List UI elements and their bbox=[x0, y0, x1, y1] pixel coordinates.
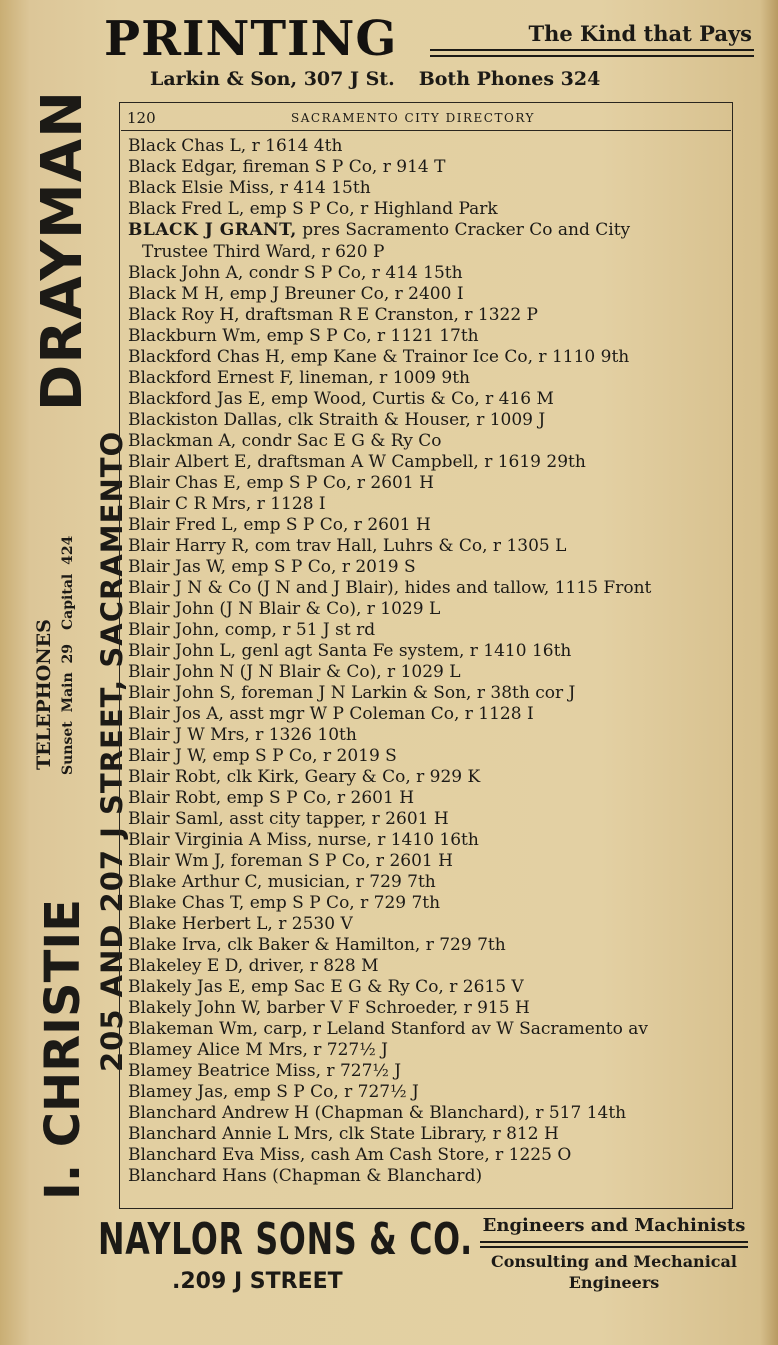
printing-ad-address: Larkin & Son, 307 J St. bbox=[150, 68, 395, 90]
drayman-ad-phone-sunset: Sunset Main 29 bbox=[60, 643, 76, 775]
list-item: Black M H, emp J Breuner Co, r 2400 I bbox=[128, 284, 464, 304]
naylor-ad-name: NAYLOR SONS & CO. bbox=[98, 1214, 473, 1265]
naylor-ad-street: .209 J STREET bbox=[172, 1269, 343, 1294]
list-item: Blackiston Dallas, clk Straith & Houser, r 1009 J bbox=[128, 410, 546, 430]
list-item: Blair Robt, clk Kirk, Geary & Co, r 929 K bbox=[128, 767, 481, 787]
list-item: Blackford Ernest F, lineman, r 1009 9th bbox=[128, 368, 470, 388]
list-item: Blackford Chas H, emp Kane & Trainor Ice Co, r 1110 9th bbox=[128, 347, 630, 367]
list-item: Blanchard Hans (Chapman & Blanchard) bbox=[128, 1166, 483, 1186]
featured-name: BLACK J GRANT, bbox=[128, 220, 297, 240]
naylor-ad-line2: Consulting and Mechanical bbox=[491, 1252, 737, 1271]
list-item: Blakely John W, barber V F Schroeder, r 915 H bbox=[128, 998, 530, 1018]
list-item: Blair Jos A, asst mgr W P Coleman Co, r 1128 I bbox=[128, 704, 534, 724]
list-item: Blair John, comp, r 51 J st rd bbox=[128, 620, 376, 640]
page-number: 120 bbox=[127, 109, 156, 127]
list-item: Blair C R Mrs, r 1128 I bbox=[128, 494, 326, 514]
list-item: Black Roy H, draftsman R E Cranston, r 1322 P bbox=[128, 305, 538, 325]
list-item-featured-continued: Trustee Third Ward, r 620 P bbox=[142, 242, 385, 262]
list-item: Blackford Jas E, emp Wood, Curtis & Co, r 416 M bbox=[128, 389, 554, 409]
ad-rule bbox=[430, 55, 754, 57]
ad-rule bbox=[480, 1241, 748, 1243]
drayman-ad-proprietor: I. CHRISTIE bbox=[35, 899, 91, 1200]
list-item: Black Elsie Miss, r 414 15th bbox=[128, 178, 371, 198]
list-item: Blair John S, foreman J N Larkin & Son, r 38th cor J bbox=[128, 683, 576, 703]
list-item: Blake Chas T, emp S P Co, r 729 7th bbox=[128, 893, 441, 913]
naylor-ad-line3: Engineers bbox=[568, 1273, 660, 1292]
printing-ad-phones: Both Phones 324 bbox=[418, 68, 601, 90]
list-item: Black Chas L, r 1614 4th bbox=[128, 136, 343, 156]
list-item: Blakeman Wm, carp, r Leland Stanford av W Sacramento av bbox=[128, 1019, 649, 1039]
list-item: Blakely Jas E, emp Sac E G & Ry Co, r 2615 V bbox=[128, 977, 524, 997]
list-item: Blair Chas E, emp S P Co, r 2601 H bbox=[128, 473, 434, 493]
list-item: Blair Robt, emp S P Co, r 2601 H bbox=[128, 788, 415, 808]
drayman-ad-telephones-label: TELEPHONES bbox=[33, 619, 55, 770]
drayman-ad-phones bbox=[58, 536, 78, 775]
printing-ad-address-line bbox=[150, 64, 760, 94]
drayman-ad-address: 205 AND 207 J STREET, SACRAMENTO bbox=[95, 430, 129, 1072]
naylor-ad-services bbox=[480, 1213, 748, 1293]
page-title: SACRAMENTO CITY DIRECTORY bbox=[291, 111, 535, 125]
list-item-featured bbox=[128, 220, 733, 242]
list-item: Blair Virginia A Miss, nurse, r 1410 16th bbox=[128, 830, 479, 850]
list-item: Blair Fred L, emp S P Co, r 2601 H bbox=[128, 515, 431, 535]
list-item: Blake Irva, clk Baker & Hamilton, r 729 7th bbox=[128, 935, 506, 955]
drayman-ad-trade: DRAYMAN bbox=[30, 90, 95, 412]
list-item: Blamey Jas, emp S P Co, r 727½ J bbox=[128, 1082, 419, 1102]
list-item: Blamey Beatrice Miss, r 727½ J bbox=[128, 1061, 402, 1081]
list-item: Blair J W Mrs, r 1326 10th bbox=[128, 725, 357, 745]
list-item: Blair John L, genl agt Santa Fe system, r 1410 16th bbox=[128, 641, 572, 661]
list-item: Blamey Alice M Mrs, r 727½ J bbox=[128, 1040, 388, 1060]
list-item: Black Edgar, fireman S P Co, r 914 T bbox=[128, 157, 446, 177]
list-item: Blair J N & Co (J N and J Blair), hides and tallow, 1115 Front bbox=[128, 578, 652, 598]
page-header bbox=[121, 106, 731, 130]
list-item: Blair J W, emp S P Co, r 2019 S bbox=[128, 746, 397, 766]
list-item: Blackburn Wm, emp S P Co, r 1121 17th bbox=[128, 326, 479, 346]
list-item: Blake Arthur C, musician, r 729 7th bbox=[128, 872, 436, 892]
list-item: Blake Herbert L, r 2530 V bbox=[128, 914, 353, 934]
list-item: Blakeley E D, driver, r 828 M bbox=[128, 956, 379, 976]
drayman-ad-phone-capital: Capital 424 bbox=[60, 535, 76, 630]
list-item: Blair John N (J N Blair & Co), r 1029 L bbox=[128, 662, 461, 682]
list-item: Blair John (J N Blair & Co), r 1029 L bbox=[128, 599, 441, 619]
naylor-ad-line1: Engineers and Machinists bbox=[482, 1215, 746, 1236]
list-item: Blanchard Annie L Mrs, clk State Library, r 812 H bbox=[128, 1124, 559, 1144]
list-item: Blair Harry R, com trav Hall, Luhrs & Co, r 1305 L bbox=[128, 536, 567, 556]
printing-ad-title: PRINTING bbox=[104, 11, 398, 67]
ad-rule bbox=[430, 49, 754, 51]
list-item: Blanchard Eva Miss, cash Am Cash Store, r 1225 O bbox=[128, 1145, 572, 1165]
list-item: Blair Jas W, emp S P Co, r 2019 S bbox=[128, 557, 416, 577]
ad-rule bbox=[480, 1246, 748, 1248]
list-item: Blackman A, condr Sac E G & Ry Co bbox=[128, 431, 442, 451]
list-item: Blanchard Andrew H (Chapman & Blanchard), r 517 14th bbox=[128, 1103, 627, 1123]
featured-detail: pres Sacramento Cracker Co and City bbox=[302, 220, 631, 240]
list-item: Blair Albert E, draftsman A W Campbell, r 1619 29th bbox=[128, 452, 586, 472]
directory-listing bbox=[128, 136, 733, 1187]
printing-ad-tagline: The Kind that Pays bbox=[528, 21, 752, 46]
list-item: Black John A, condr S P Co, r 414 15th bbox=[128, 263, 463, 283]
list-item: Blair Saml, asst city tapper, r 2601 H bbox=[128, 809, 449, 829]
header-rule bbox=[121, 130, 731, 131]
list-item: Blair Wm J, foreman S P Co, r 2601 H bbox=[128, 851, 453, 871]
list-item: Black Fred L, emp S P Co, r Highland Park bbox=[128, 199, 498, 219]
